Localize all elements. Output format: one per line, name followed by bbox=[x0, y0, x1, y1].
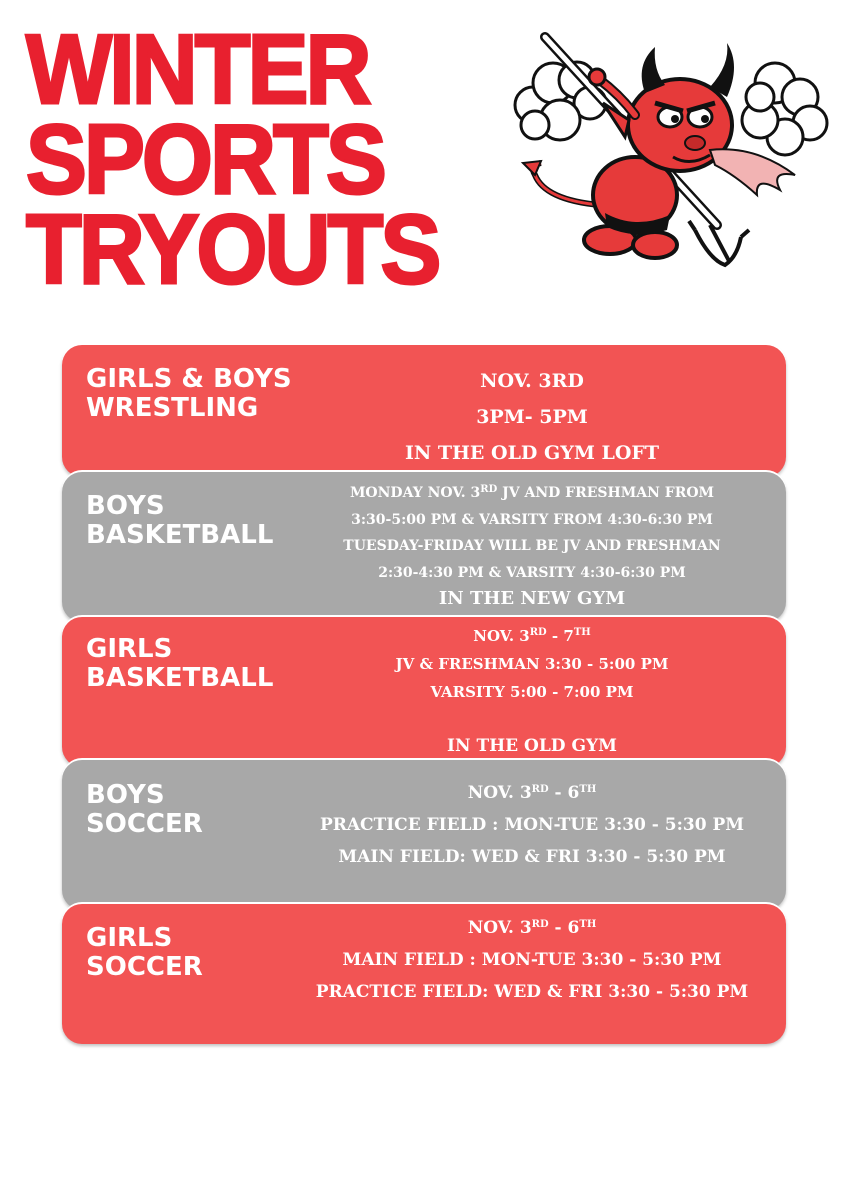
wrestling-card bbox=[62, 345, 786, 477]
boys-basketball-line-4: 2:30-4:30 PM & VARSITY 4:30-6:30 PM bbox=[378, 564, 686, 581]
boys-basketball-title: BOYS BASKETBALL bbox=[86, 491, 274, 550]
girls-soccer-dates: NOV. 3RD - 6TH bbox=[467, 918, 597, 938]
boys-soccer-title: BOYS SOCCER bbox=[86, 780, 203, 839]
title-line-1: WINTER bbox=[26, 14, 369, 124]
boys-soccer-dates: NOV. 3RD - 6TH bbox=[467, 783, 597, 803]
girls-basketball-card bbox=[62, 617, 786, 767]
girls-soccer-details bbox=[302, 912, 762, 1008]
girls-basketball-location: IN THE OLD GYM bbox=[447, 736, 617, 756]
girls-basketball-details bbox=[302, 622, 762, 760]
boys-soccer-card bbox=[62, 760, 786, 910]
girls-soccer-practice-field: PRACTICE FIELD: WED & FRI 3:30 - 5:30 PM bbox=[315, 982, 749, 1002]
boys-soccer-details bbox=[302, 777, 762, 873]
girls-basketball-title: GIRLS BASKETBALL bbox=[86, 634, 274, 693]
girls-basketball-jv: JV & FRESHMAN 3:30 - 5:00 PM bbox=[395, 655, 669, 673]
girls-soccer-main-field: MAIN FIELD : MON-TUE 3:30 - 5:30 PM bbox=[342, 950, 722, 970]
wrestling-time: 3PM- 5PM bbox=[476, 406, 588, 428]
girls-basketball-dates: NOV. 3RD - 7TH bbox=[473, 627, 591, 645]
wrestling-location: IN THE OLD GYM LOFT bbox=[404, 442, 660, 464]
boys-basketball-location: IN THE NEW GYM bbox=[438, 588, 626, 609]
boys-basketball-card bbox=[62, 472, 786, 622]
red-devil-mascot-icon bbox=[505, 25, 835, 275]
girls-soccer-card bbox=[62, 904, 786, 1044]
wrestling-details bbox=[302, 363, 762, 471]
boys-basketball-line-2: 3:30-5:00 PM & VARSITY FROM 4:30-6:30 PM bbox=[351, 511, 713, 528]
title-line-2: SPORTS bbox=[26, 104, 385, 214]
girls-soccer-title: GIRLS SOCCER bbox=[86, 923, 203, 982]
boys-soccer-main-field: MAIN FIELD: WED & FRI 3:30 - 5:30 PM bbox=[338, 847, 726, 867]
wrestling-title: GIRLS & BOYS WRESTLING bbox=[86, 364, 292, 423]
page-title bbox=[26, 14, 439, 304]
boys-basketball-details bbox=[302, 480, 762, 613]
title-line-3: TRYOUTS bbox=[26, 194, 439, 304]
boys-basketball-line-3: TUESDAY-FRIDAY WILL BE JV AND FRESHMAN bbox=[343, 538, 721, 554]
wrestling-date: NOV. 3RD bbox=[480, 370, 584, 392]
boys-basketball-line-1: MONDAY NOV. 3RD JV AND FRESHMAN FROM bbox=[349, 484, 715, 501]
boys-soccer-practice-field: PRACTICE FIELD : MON-TUE 3:30 - 5:30 PM bbox=[319, 815, 745, 835]
girls-basketball-varsity: VARSITY 5:00 - 7:00 PM bbox=[430, 683, 634, 701]
